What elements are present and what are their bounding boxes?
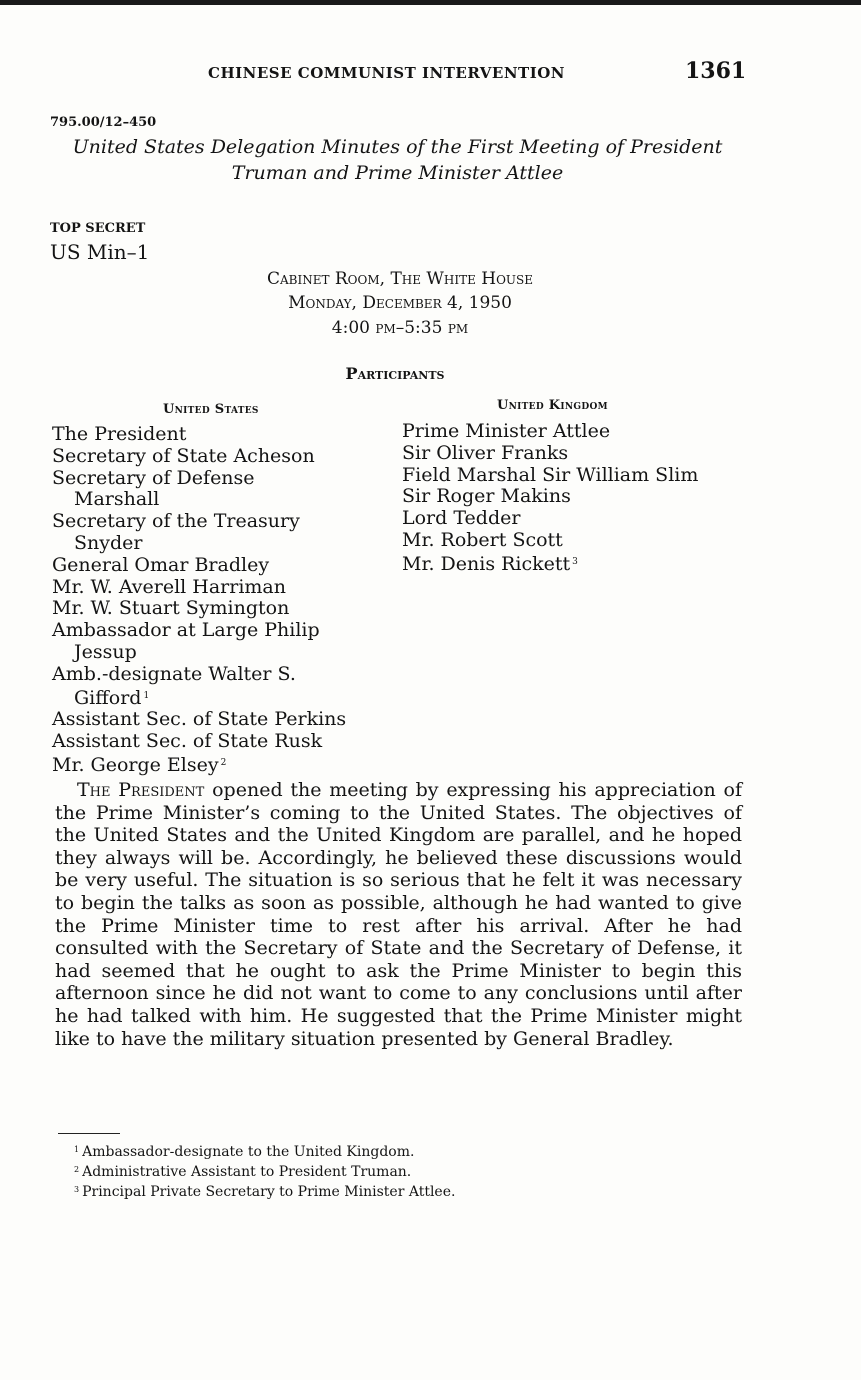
footnote-ref: 1 <box>143 690 150 701</box>
participant-name: Snyder <box>74 531 143 554</box>
participant-line <box>52 468 346 490</box>
participant-name: Assistant Sec. of State Rusk <box>52 730 323 753</box>
footnote-mark: 1 <box>74 1145 80 1154</box>
page-top-border <box>0 0 861 5</box>
participant-line <box>402 552 698 576</box>
participant-name: Ambassador at Large Philip <box>52 619 320 642</box>
participant-line <box>52 424 346 446</box>
participant-name: Marshall <box>74 488 160 511</box>
footnote-mark: 3 <box>74 1185 80 1194</box>
participant-line <box>52 642 346 664</box>
participant-line <box>52 446 346 468</box>
participant-line <box>402 421 698 443</box>
participant-name: Sir Roger Makins <box>402 485 571 508</box>
participant-name: Mr. W. Stuart Symington <box>52 597 290 620</box>
classification-label: TOP SECRET <box>50 221 146 236</box>
participant-name: Secretary of Defense <box>52 466 255 489</box>
participant-line <box>52 731 346 753</box>
participant-line <box>52 577 346 599</box>
participant-name: Secretary of State Acheson <box>52 444 315 467</box>
participant-name: Field Marshal Sir William Slim <box>402 463 699 486</box>
body-text: opened the meeting by expressing his appreciation of the Prime Minister’s coming to the United States. The objectives of the United States and the United Kingdom are parallel, and he hoped they always will be. Accordingly, he believed these discussions would be very useful. The situation is so serious that he felt it was necessary to begin the talks as soon as possible, although he had wanted to give the Prime Minister time to rest after his arrival. After he had consulted with the Secretary of State and the Secretary of Defense, it had seemed that he ought to ask the Prime Minister to begin this afternoon since he did not want to come to any conclusions until after he had talked with him. He suggested that the Prime Minister might like to have the military situation presented by General Bradley. <box>55 779 742 1050</box>
body-paragraph <box>55 779 742 1050</box>
meeting-time: 4:00 pm–5:35 pm <box>331 318 469 338</box>
participant-name: Amb.-designate Walter S. <box>52 662 296 685</box>
uk-participant-list <box>402 421 698 576</box>
file-number: 795.00/12–450 <box>50 115 157 130</box>
participant-name: Mr. George Elsey <box>52 753 219 776</box>
participant-line <box>52 686 346 710</box>
page-number: 1361 <box>685 58 747 84</box>
participant-name: Prime Minister Attlee <box>402 420 611 442</box>
participant-line <box>52 753 346 777</box>
participant-name: Lord Tedder <box>402 507 521 530</box>
footnote-text: Principal Private Secretary to Prime Minister Attlee. <box>82 1184 456 1200</box>
us-column-heading: United States <box>163 402 259 417</box>
participant-line <box>52 489 346 511</box>
running-head: CHINESE COMMUNIST INTERVENTION <box>208 64 565 82</box>
document-title: United States Delegation Minutes of the First Meeting of President Truman and Prime Minister Attlee <box>72 136 723 184</box>
participant-line <box>402 508 698 530</box>
footnote <box>74 1181 455 1201</box>
participant-name: Assistant Sec. of State Perkins <box>52 708 347 731</box>
participant-name: Jessup <box>74 640 137 663</box>
meeting-place: Cabinet Room, The White House <box>266 269 534 289</box>
participant-name: Secretary of the Treasury <box>52 510 300 533</box>
participant-line <box>402 486 698 508</box>
participant-line <box>52 664 346 686</box>
participant-line <box>402 443 698 465</box>
minute-id: US Min–1 <box>50 240 150 264</box>
footnote-mark: 2 <box>74 1165 80 1174</box>
participant-line <box>402 530 698 552</box>
footnote-text: Ambassador-designate to the United Kingdom. <box>82 1144 415 1160</box>
participant-line <box>52 709 346 731</box>
footnote-text: Administrative Assistant to President Truman. <box>82 1164 412 1180</box>
participant-name: The President <box>52 423 187 445</box>
uk-column-heading: United Kingdom <box>497 398 608 413</box>
participant-name: General Omar Bradley <box>52 553 270 576</box>
participant-name: Sir Oliver Franks <box>402 441 569 464</box>
participant-name: Mr. W. Averell Harriman <box>52 575 286 598</box>
participant-name: Mr. Robert Scott <box>402 528 563 551</box>
footnote <box>74 1161 455 1181</box>
footnote-ref: 2 <box>220 757 227 768</box>
footnote-rule <box>58 1133 120 1134</box>
participant-name: Gifford <box>74 686 142 709</box>
participant-line <box>402 465 698 487</box>
participant-line <box>52 620 346 642</box>
us-participant-list <box>52 424 346 777</box>
participant-line <box>52 555 346 577</box>
footnote-list <box>74 1141 455 1201</box>
participant-line <box>52 511 346 533</box>
participant-line <box>52 598 346 620</box>
meeting-date: Monday, December 4, 1950 <box>288 293 512 313</box>
body-lead: The President <box>77 779 205 801</box>
footnote <box>74 1141 455 1161</box>
footnote-ref: 3 <box>572 556 578 567</box>
participants-heading: Participants <box>345 364 445 383</box>
participant-name: Mr. Denis Rickett <box>402 552 571 575</box>
participant-line <box>52 533 346 555</box>
